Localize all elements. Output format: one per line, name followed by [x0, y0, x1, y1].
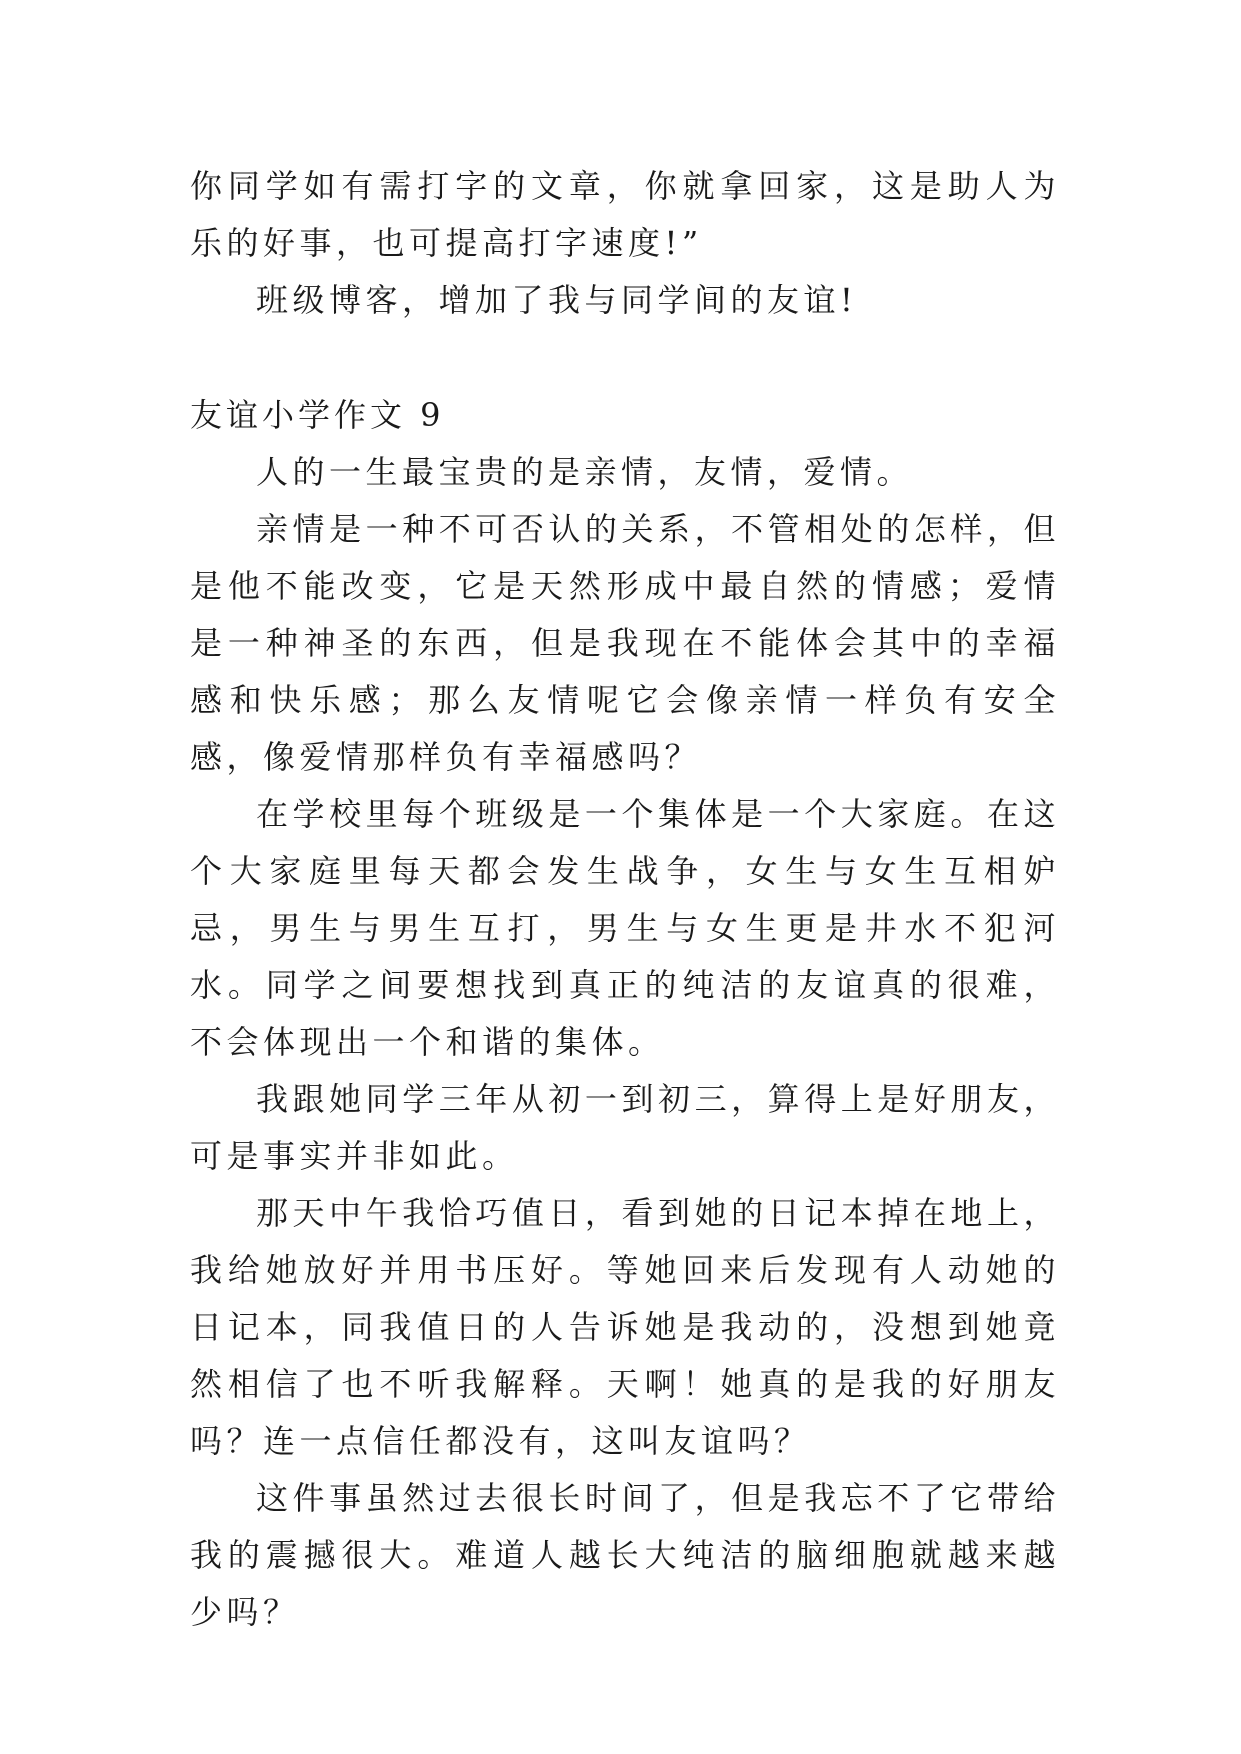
body-paragraph: 那天中午我恰巧值日，看到她的日记本掉在地上，我给她放好并用书压好。等她回来后发现有人动她的日记本，同我值日的人告诉她是我动的，没想到她竟然相信了也不听我解释。天啊！她真的是我的好朋友吗？连一点信任都没有，这叫友谊吗？	[190, 1194, 1060, 1460]
document-page	[190, 158, 1060, 1641]
body-paragraph: 我跟她同学三年从初一到初三，算得上是好朋友，可是事实并非如此。	[190, 1080, 1060, 1175]
body-paragraph: 这件事虽然过去很长时间了，但是我忘不了它带给我的震撼很大。难道人越长大纯洁的脑细胞就越来越少吗？	[190, 1479, 1060, 1631]
section-gap	[190, 329, 1060, 387]
section-title: 友谊小学作文 9	[190, 396, 445, 434]
body-paragraph: 亲情是一种不可否认的关系，不管相处的怎样，但是他不能改变，它是天然形成中最自然的情感；爱情是一种神圣的东西，但是我现在不能体会其中的幸福感和快乐感；那么友情呢它会像亲情一样负有安全感，像爱情那样负有幸福感吗？	[190, 510, 1060, 776]
body-paragraph: 在学校里每个班级是一个集体是一个大家庭。在这个大家庭里每天都会发生战争，女生与女生互相妒忌，男生与男生互打，男生与女生更是井水不犯河水。同学之间要想找到真正的纯洁的友谊真的很难，不会体现出一个和谐的集体。	[190, 795, 1060, 1061]
intro-paragraph-blog: 班级博客，增加了我与同学间的友谊!	[256, 281, 858, 319]
intro-paragraph-continued: 你同学如有需打字的文章，你就拿回家，这是助人为乐的好事，也可提高打字速度!”	[190, 167, 1060, 262]
body-paragraph: 人的一生最宝贵的是亲情，友情，爱情。	[256, 453, 914, 491]
